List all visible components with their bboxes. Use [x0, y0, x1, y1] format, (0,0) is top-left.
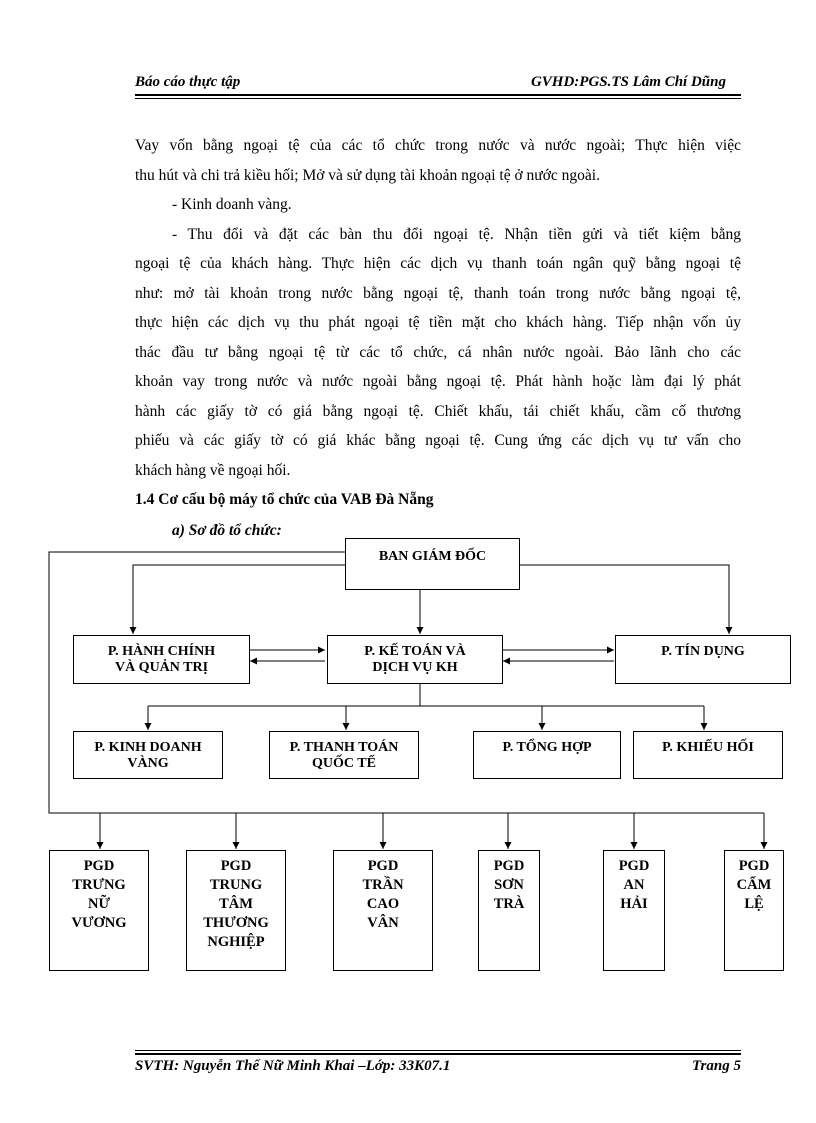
- pgd-son-tra-box: [478, 850, 540, 971]
- header-left: Báo cáo thực tập: [135, 74, 241, 90]
- header-rule: [135, 94, 741, 96]
- pgd-trung-nu-vuong-box: [49, 850, 149, 971]
- paragraph-line: thực hiện các dịch vụ thu phát ngoại tệ tiền mặt cho khách hàng. Tiếp nhận vốn ủy: [135, 314, 741, 331]
- paragraph-line: khoản vay trong nước và nước ngoài bằng ngoại tệ. Phát hành hoặc làm đại lý phát: [135, 373, 741, 390]
- intl-payment-dept-label: P. THANH TOÁN QUỐC TẾ: [289, 740, 399, 771]
- paragraph: [135, 131, 741, 485]
- paragraph-line: - Kinh doanh vàng.: [172, 196, 292, 213]
- accounting-dept-box: [327, 635, 503, 684]
- page-number: Trang 5: [691, 1058, 741, 1074]
- footer-rule: [135, 1053, 741, 1055]
- director-label: BAN GIÁM ĐỐC: [378, 549, 487, 564]
- footer-rule-thin: [135, 1050, 741, 1051]
- paragraph-line: ngoại tệ của khách hàng. Thực hiện các dịch vụ thanh toán ngân quỹ bằng ngoại tệ: [135, 255, 741, 272]
- pgd-son-tra-label: PGD SƠN TRÀ: [493, 858, 525, 912]
- paragraph-line: thác đầu tư bằng ngoại tệ từ các tổ chức, cá nhân nước ngoài. Bảo lãnh cho các: [135, 343, 741, 361]
- pgd-tran-cao-van-box: [333, 850, 433, 971]
- admin-dept-label: P. HÀNH CHÍNH VÀ QUẢN TRỊ: [107, 644, 216, 675]
- general-dept-box: [473, 731, 621, 779]
- footer-left: SVTH: Nguyễn Thế Nữ Minh Khai –Lớp: 33K07.1: [135, 1058, 451, 1074]
- gold-dept-box: [73, 731, 223, 779]
- credit-dept-label: P. TÍN DỤNG: [661, 644, 745, 659]
- header-right: GVHD:PGS.TS Lâm Chí Dũng: [530, 74, 726, 90]
- pgd-cam-le-box: [724, 850, 784, 971]
- paragraph-line: phiếu và các giấy tờ có giá khác bằng ngoại tệ. Cung ứng các dịch vụ tư vấn cho: [135, 432, 741, 449]
- header-rule-thin: [135, 98, 741, 99]
- accounting-dept-label: P. KẾ TOÁN VÀ DỊCH VỤ KH: [364, 644, 466, 675]
- section-title: 1.4 Cơ cấu bộ máy tổ chức của VAB Đà Nẵng: [135, 491, 434, 508]
- pgd-cam-le-label: PGD CẨM LỆ: [736, 858, 772, 912]
- pgd-an-hai-box: [603, 850, 665, 971]
- paragraph-line: thu hút và chi trả kiều hối; Mở và sử dụng tài khoản ngoại tệ ở nước ngoài.: [135, 166, 600, 184]
- director-box: [345, 538, 520, 590]
- pgd-trung-tam-label: PGD TRUNG TÂM THƯƠNG NGHIỆP: [203, 858, 269, 950]
- paragraph-line: như: mở tài khoản trong nước bằng ngoại tệ, thanh toán trong nước bằng ngoại tệ,: [135, 284, 741, 302]
- gold-dept-label: P. KINH DOANH VÀNG: [94, 740, 202, 771]
- pgd-an-hai-label: PGD AN HẢI: [618, 858, 650, 912]
- paragraph-line: Vay vốn bằng ngoại tệ của các tổ chức trong nước và nước ngoài; Thực hiện việc: [135, 137, 741, 154]
- remittance-dept-box: [633, 731, 783, 779]
- paragraph-line: hành các giấy tờ có giá bằng ngoại tệ. Chiết khấu, tái chiết khấu, cầm cố thương: [135, 402, 741, 420]
- intl-payment-dept-box: [269, 731, 419, 779]
- paragraph-line: - Thu đổi và đặt các bàn thu đổi ngoại tệ. Nhận tiền gửi và tiết kiệm bằng: [172, 225, 741, 243]
- general-dept-label: P. TỔNG HỢP: [502, 740, 592, 755]
- admin-dept-box: [73, 635, 250, 684]
- pgd-trung-nu-vuong-label: PGD TRƯNG NỮ VƯƠNG: [71, 858, 127, 931]
- pgd-trung-tam-box: [186, 850, 286, 971]
- pgd-tran-cao-van-label: PGD TRẦN CAO VÂN: [362, 858, 404, 931]
- remittance-dept-label: P. KHIẾU HỐI: [662, 740, 754, 755]
- credit-dept-box: [615, 635, 791, 684]
- sub-title: a) Sơ đồ tổ chức:: [172, 522, 282, 539]
- paragraph-line: khách hàng về ngoại hối.: [135, 461, 291, 479]
